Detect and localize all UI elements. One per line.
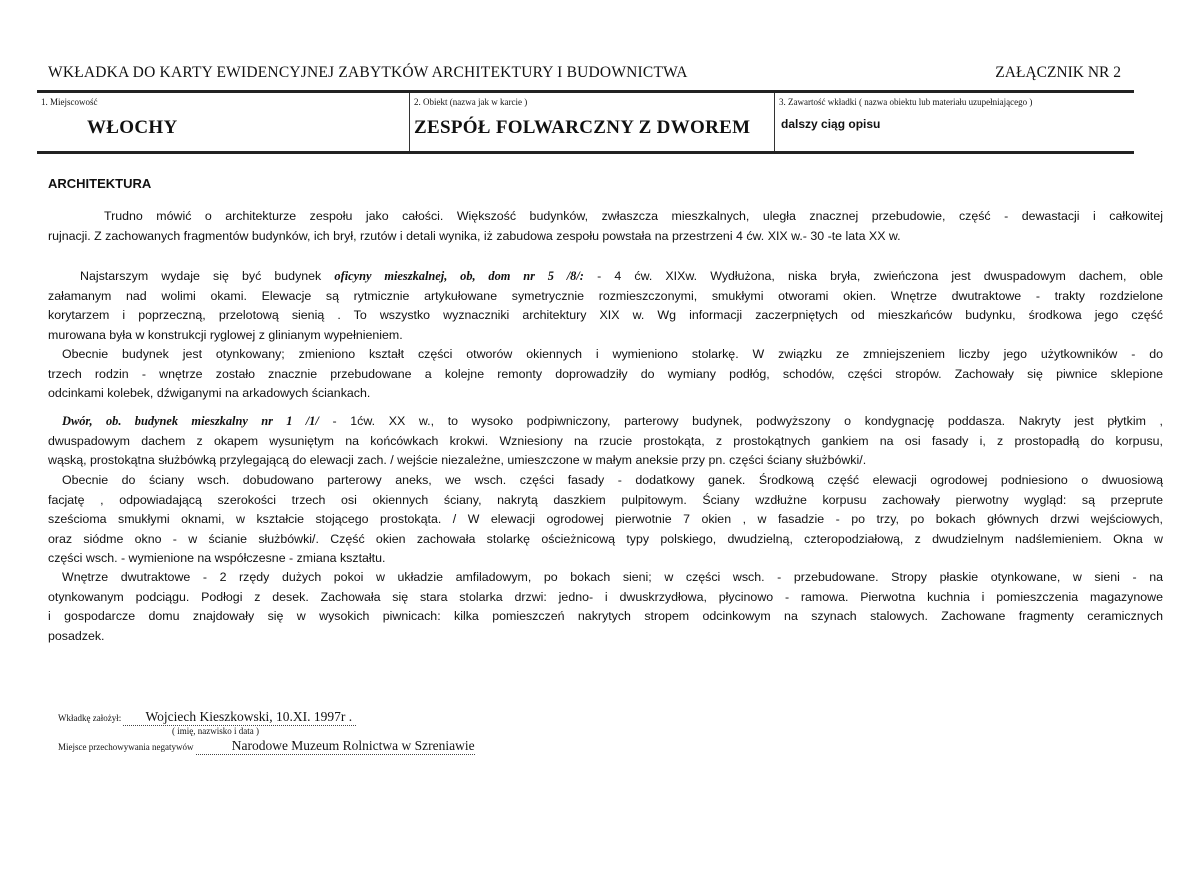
text-line bbox=[48, 607, 1163, 627]
line-text: załamanym nad wolimi okami. Elewacje są rytmicznie artykułowane symetrycznie rozmieszczonymi, smukłymi otworami okien. Wnętrze dwutraktowe - trakty rozdzielone bbox=[48, 288, 1163, 303]
emphasized-text: oficyny mieszkalnej, ob, dom nr 5 /8/: bbox=[334, 269, 584, 283]
line-text: - 4 ćw. XIXw. Wydłużona, niska bryła, zwieńczona jest dwuspadowym dachem, oble bbox=[583, 269, 1163, 283]
text-line bbox=[48, 412, 1163, 432]
line-text: Obecnie budynek jest otynkowany; zmieniono kształt części otworów okiennych i wymieniono stolarkę. W związku ze zmniejszeniem liczby jego użytkowników - do bbox=[62, 347, 1163, 361]
paragraph bbox=[48, 412, 1163, 471]
line-text: posadzek. bbox=[48, 628, 105, 643]
text-line bbox=[48, 530, 1163, 550]
negatives-field bbox=[196, 738, 475, 755]
line-text: Trudno mówić o architekturze zespołu jako całości. Większość budynków, zwłaszcza mieszkalnych, uległa znacznej przebudowie, część - dewastacji i całkowitej bbox=[104, 209, 1163, 223]
text-line bbox=[48, 207, 1163, 227]
line-text: murowana była w konstrukcji ryglowej z glinianym wypełnieniem. bbox=[48, 327, 403, 342]
text-line bbox=[48, 345, 1163, 365]
line-text: rujnacji. Z zachowanych fragmentów budynków, ich brył, rzutów i detali wynika, iż zabudowa zespołu powstała na przestrzeni 4 ćw. XIX w.- 30 -te lata XX w. bbox=[48, 228, 901, 243]
document-title: WKŁADKA DO KARTY EWIDENCYJNEJ ZABYTKÓW ARCHITEKTURY I BUDOWNICTWA bbox=[48, 64, 688, 81]
line-text: sześcioma smukłymi oknami, w kształcie stojącego prostokąta. / W elewacji ogrodowej pierwotnie 7 okien , w fasadzie - po trzy, po bokach głównych drzwi wejściowych, bbox=[48, 512, 1163, 526]
line-text: korytarzem i poprzeczną, przelotową sienią . To wszystko wyznaczniki architektury XIX w. Wg informacji zaczerpniętych od mieszkańców budynku, środkowa jego część bbox=[48, 308, 1163, 322]
text-line bbox=[48, 471, 1163, 491]
text-line bbox=[48, 588, 1163, 608]
text-line bbox=[48, 627, 1163, 647]
negatives-value: Narodowe Muzeum Rolnictwa w Szreniawie bbox=[231, 738, 475, 753]
field-object bbox=[410, 93, 775, 151]
text-line bbox=[48, 365, 1163, 385]
author-label: Wkładkę założył: bbox=[58, 713, 122, 723]
section-title: ARCHITEKTURA bbox=[48, 176, 152, 191]
text-line bbox=[48, 306, 1163, 326]
text-line bbox=[48, 491, 1163, 511]
author-hint: ( imię, nazwisko i data ) bbox=[172, 726, 259, 736]
line-text: Wnętrze dwutraktowe - 2 rzędy dużych pokoi w układzie amfiladowym, po bokach sieni; w części wsch. - przebudowane. Stropy płaskie otynkowane, w sieni - na bbox=[62, 570, 1163, 584]
text-line bbox=[48, 287, 1163, 307]
paragraph bbox=[48, 345, 1163, 404]
line-text: Obecnie do ściany wsch. dobudowano parterowy aneks, we wsch. części fasady - dodatkowy ganek. Środkową część elewacji ogrodowej podniesiono o dwuosiową bbox=[62, 473, 1163, 487]
paragraph bbox=[48, 207, 1163, 246]
field-contents-value: dalszy ciąg opisu bbox=[781, 117, 881, 131]
header-fields bbox=[37, 93, 1134, 151]
annex-number: ZAŁĄCZNIK NR 2 bbox=[995, 64, 1121, 81]
field-locality-value: WŁOCHY bbox=[87, 117, 178, 138]
text-line bbox=[48, 549, 1163, 569]
author-row bbox=[58, 709, 356, 726]
text-line bbox=[48, 384, 1163, 404]
text-line bbox=[48, 432, 1163, 452]
negatives-row bbox=[58, 738, 475, 755]
emphasized-text: Dwór, ob. budynek mieszkalny nr 1 /1/ bbox=[62, 414, 319, 428]
negatives-label: Miejsce przechowywania negatywów bbox=[58, 742, 194, 752]
line-text: i gospodarcze domu znajdowały się w wysokich piwnicach: kilka pomieszczeń nakrytych stropem odcinkowym na szynach stalowych. Zachowane fragmenty ceramicznych bbox=[48, 609, 1163, 623]
line-text: trzech rodzin - wnętrze zostało znacznie przebudowane a kolejne remonty doprowadziły do wymiany podłóg, schodów, części stropów. Zachowały się piwnice sklepione bbox=[48, 366, 1163, 381]
field-locality-label: 1. Miejscowość bbox=[41, 97, 98, 107]
text-line bbox=[48, 568, 1163, 588]
field-object-label: 2. Obiekt (nazwa jak w karcie ) bbox=[414, 97, 528, 107]
field-locality bbox=[37, 93, 410, 151]
author-value: Wojciech Kieszkowski, 10.XI. 1997r . bbox=[145, 709, 353, 724]
field-object-value: ZESPÓŁ FOLWARCZNY Z DWOREM bbox=[414, 117, 751, 138]
line-text: otynkowanym podciągu. Podłogi z desek. Zachowała się stara stolarka drzwi: jedno- i dwuskrzydłowa, płycinowo - ramowa. Pierwotna kuchnia i pomieszczenia magazynowe bbox=[48, 589, 1163, 604]
line-text: odcinkami kolebek, dźwiganymi na arkadowych ściankach. bbox=[48, 386, 371, 400]
line-text: - 1ćw. XX w., to wysoko podpiwniczony, parterowy budynek, podwyższony o kondygnację poddasza. Nakryty jest płytkim , bbox=[318, 414, 1163, 428]
line-text: facjatę , odpowiadającą szerokości trzech osi okiennych ściany, nakrytą daszkiem pulpitowym. Ściany wzdłużne korpusu zachowały pierwotny wygląd: są przeprute bbox=[48, 492, 1163, 507]
text-line bbox=[48, 510, 1163, 530]
line-text: oraz siódme okno - w ścianie służbówki/. Część okien zachowała stolarkę ościeżnicową typy polskiego, dwudzielną, czteropodziałową, z dwudzielnym nadślemieniem. Okna w bbox=[48, 531, 1163, 546]
text-line bbox=[48, 451, 1163, 471]
text-line bbox=[48, 267, 1163, 287]
author-field bbox=[123, 709, 356, 726]
paragraph bbox=[48, 267, 1163, 345]
text-line bbox=[48, 326, 1163, 346]
line-text: Najstarszym wydaje się być budynek bbox=[80, 269, 335, 283]
line-text: wąską, prostokątna służbówką przylegającą do elewacji zach. / wejście niezależne, umieszczone w małym aneksie przy pn. części ściany służbówki/. bbox=[48, 453, 867, 467]
line-text: części wsch. - wymienione na współczesne - zmiana kształtu. bbox=[48, 551, 386, 565]
paragraph bbox=[48, 471, 1163, 569]
paragraph bbox=[48, 568, 1163, 646]
field-contents bbox=[775, 93, 1134, 151]
field-contents-label: 3. Zawartość wkładki ( nazwa obiektu lub materiału uzupełniającego ) bbox=[779, 97, 1033, 107]
text-line bbox=[48, 227, 1163, 247]
bottom-rule bbox=[37, 151, 1134, 154]
line-text: dwuspadowym dachem z okapem wysuniętym na końcówkach krokwi. Wzniesiony na rzucie prostokąta, z prostokątnych gankiem na osi fasady i, z prostopadłą do korpusu, bbox=[48, 433, 1163, 448]
